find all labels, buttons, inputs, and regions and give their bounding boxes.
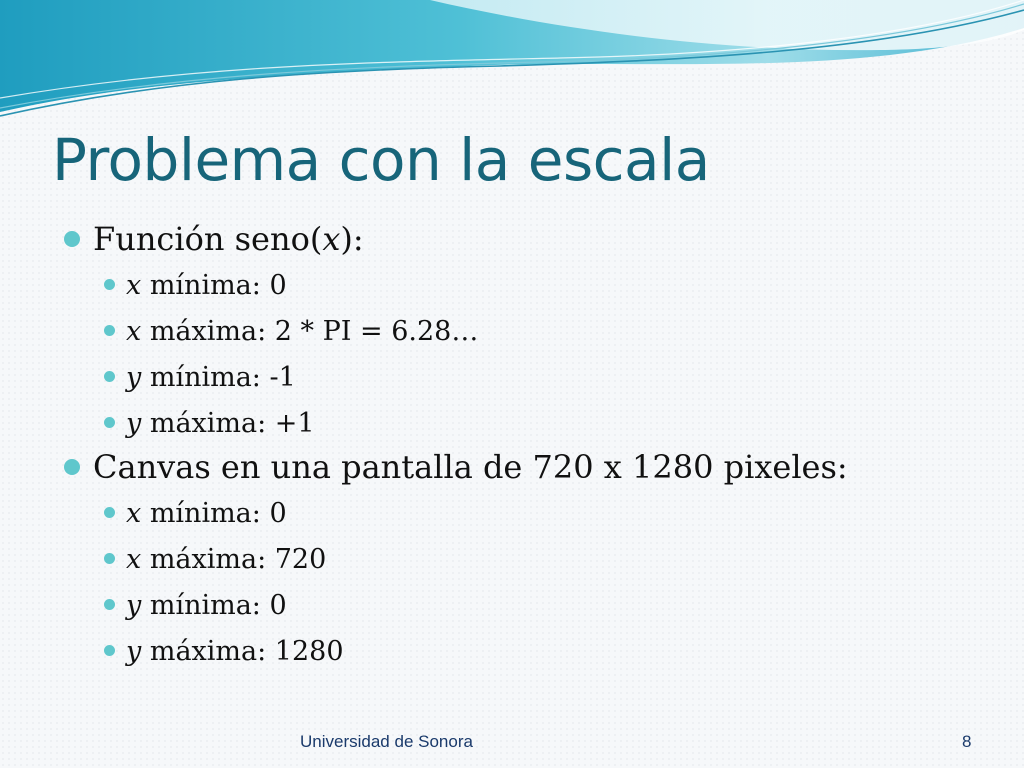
- bullet-dot-icon: [104, 645, 115, 656]
- bullet-label: Función seno(: [93, 220, 323, 258]
- sub-bullet-item: [104, 316, 478, 347]
- sub-bullet-text: máxima: 720: [141, 544, 327, 575]
- bullet-dot-icon: [104, 417, 115, 428]
- sub-bullet-variable: x: [126, 316, 142, 347]
- sub-bullet-text: máxima: 2 * PI = 6.28…: [141, 316, 479, 347]
- sub-bullet-variable: x: [126, 498, 142, 529]
- bullet-dot-icon: [104, 507, 115, 518]
- bullet-dot-icon: [64, 459, 80, 475]
- sub-bullet-text: mínima: 0: [141, 498, 287, 529]
- sub-bullet-item: [104, 544, 326, 575]
- bullet-dot-icon: [104, 325, 115, 336]
- footer-institution: Universidad de Sonora: [300, 732, 473, 751]
- slide-title: Problema con la escala: [52, 126, 710, 194]
- sub-bullet-text: mínima: -1: [141, 362, 296, 393]
- sub-bullet-text: mínima: 0: [141, 270, 287, 301]
- bullet-dot-icon: [104, 279, 115, 290]
- bullet-item-sine-function: [64, 220, 364, 258]
- sub-bullet-item: [104, 636, 344, 667]
- sub-bullet-text: máxima: +1: [141, 408, 315, 439]
- bullet-dot-icon: [64, 231, 80, 247]
- sub-bullet-variable: y: [126, 362, 142, 393]
- footer-page-number: 8: [962, 732, 972, 751]
- sub-bullet-variable: x: [126, 270, 142, 301]
- sub-bullet-item: [104, 408, 315, 439]
- sub-bullet-variable: y: [126, 408, 142, 439]
- bullet-label: Canvas en una pantalla de 720 x 1280 pixeles:: [93, 448, 848, 486]
- sub-bullet-variable: x: [126, 544, 142, 575]
- bullet-dot-icon: [104, 553, 115, 564]
- sub-bullet-variable: y: [126, 636, 142, 667]
- sub-bullet-item: [104, 590, 287, 621]
- bullet-dot-icon: [104, 599, 115, 610]
- bullet-dot-icon: [104, 371, 115, 382]
- sub-bullet-item: [104, 270, 287, 301]
- sub-bullet-variable: y: [126, 590, 142, 621]
- sub-bullet-item: [104, 498, 287, 529]
- sub-bullet-text: mínima: 0: [141, 590, 287, 621]
- bullet-item-canvas: [64, 448, 848, 486]
- bullet-suffix: ):: [340, 220, 364, 258]
- sub-bullet-item: [104, 362, 296, 393]
- bullet-variable: x: [322, 220, 341, 258]
- sub-bullet-text: máxima: 1280: [141, 636, 344, 667]
